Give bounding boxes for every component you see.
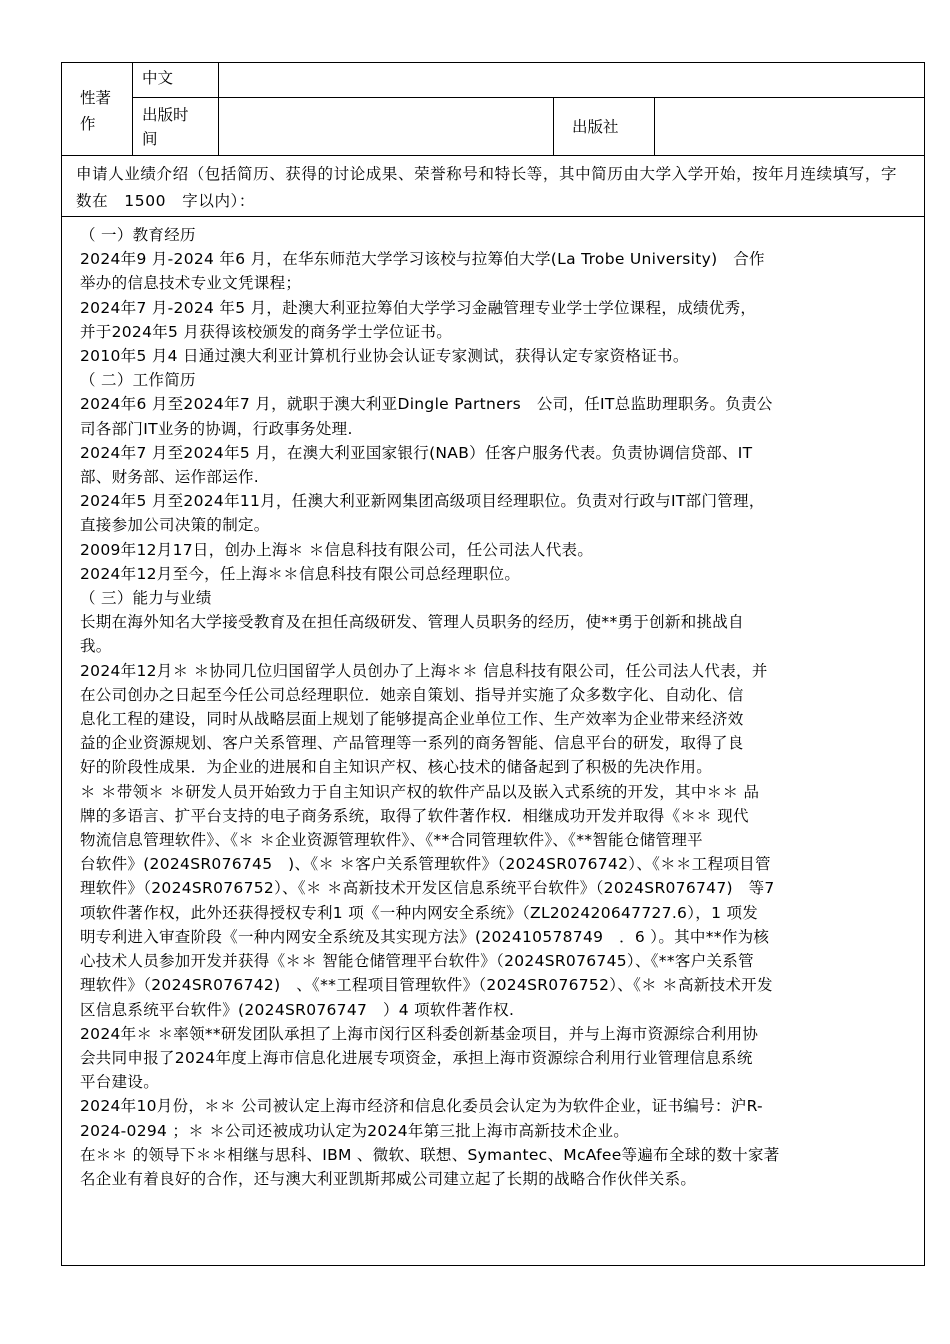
content-line: 台软件》(2024SR076745 )、《＊ ＊客户关系管理软件》（2024SR076742）、《＊＊工程项目管 bbox=[80, 855, 771, 874]
content-line: 2024年5 月至2024年11月，任澳大利亚新网集团高级项目经理职位。负责对行政与IT部门管理， bbox=[80, 492, 765, 511]
content-line: 平台建设。 bbox=[80, 1073, 160, 1092]
content-line: 2024年9 月-2024 年6 月，在华东师范大学学习该校与拉筹伯大学(La Trobe University) 合作 bbox=[80, 250, 765, 269]
content-line: 我。 bbox=[80, 637, 112, 656]
content-line: 2024年＊ ＊率领**研发团队承担了上海市闵行区科委创新基金项目，并与上海市资源综合利用协 bbox=[80, 1024, 759, 1043]
content-line: 息化工程的建设，同时从战略层面上规划了能够提高企业单位工作、生产效率为企业带来经济效 bbox=[80, 710, 744, 729]
content-line: （ 一）教育经历 bbox=[80, 226, 196, 244]
content-line: 部、财务部、运作部运作. bbox=[80, 468, 260, 487]
content-line: 在公司创办之日起至今任公司总经理职位．她亲自策划、指导并实施了众多数字化、自动化、信 bbox=[80, 685, 744, 704]
content-line: 2024年7 月至2024年5 月，在澳大利亚国家银行(NAB）任客户服务代表。负责协调信贷部、IT bbox=[80, 443, 753, 462]
content-line: 明专利进入审查阶段《一种内网安全系统及其实现方法》(202410578749 ．6 ）。其中**作为核 bbox=[80, 927, 770, 946]
content-line: 长期在海外知名大学接受教育及在担任高级研发、管理人员职务的经历，使**勇于创新和挑战自 bbox=[80, 613, 744, 632]
content-line: 举办的信息技术专业文凭课程； bbox=[80, 274, 302, 293]
content-line: 直接参加公司决策的制定。 bbox=[80, 516, 270, 535]
content-line: 益的企业资源规划、客户关系管理、产品管理等一系列的商务智能、信息平台的研发，取得了良 bbox=[80, 734, 744, 753]
content-line: 司各部门IT业务的协调，行政事务处理. bbox=[80, 419, 353, 438]
row-divider-2 bbox=[62, 155, 924, 156]
content-line: 区信息系统平台软件》(2024SR076747 ）4 项软件著作权. bbox=[80, 1000, 515, 1019]
content-line: 心技术人员参加开发并获得《＊＊ 智能仓储管理平台软件》（2024SR076745）、《**客户关系管 bbox=[80, 952, 754, 971]
instruction-text: 申请人业绩介绍（包括简历、获得的讨论成果、荣誉称号和特长等，其中简历由大学入学开始，按年月连续填写，字数在 1500 字以内）： bbox=[76, 165, 898, 210]
publish-date-field[interactable] bbox=[219, 98, 552, 154]
author-label: 性著 作 bbox=[80, 89, 112, 133]
content-line: 2024-0294 ；＊ ＊公司还被成功认定为2024年第三批上海市高新技术企业。 bbox=[80, 1121, 630, 1140]
content-line: 2024年7 月-2024 年5 月，赴澳大利亚拉筹伯大学学习金融管理专业学士学位课程，成绩优秀， bbox=[80, 298, 757, 317]
content-line: （ 二）工作简历 bbox=[80, 371, 196, 390]
content-line: 2024年10月份，＊＊ 公司被认定上海市经济和信息化委员会认定为为软件企业，证书编号：沪R- bbox=[80, 1097, 763, 1116]
content-line: ＊ ＊带领＊ ＊研发人员开始致力于自主知识产权的软件产品以及嵌入式系统的开发，其中＊＊ 品 bbox=[80, 782, 760, 801]
content-line: 2024年6 月至2024年7 月，就职于澳大利亚Dingle Partners 公司，任IT总监助理职务。负责公 bbox=[80, 395, 773, 414]
content-line: 理软件》（2024SR076752）、《＊ ＊高新技术开发区信息系统平台软件》（2024SR076747) 等7 bbox=[80, 879, 775, 898]
row-divider-3 bbox=[62, 216, 924, 217]
content-line: 牌的多语言、扩平台支持的电子商务系统，取得了软件著作权．相继成功开发并取得《＊＊ 现代 bbox=[80, 806, 749, 825]
content-line: 并于2024年5 月获得该校颁发的商务学士学位证书。 bbox=[80, 322, 453, 341]
content-line: 物流信息管理软件》、《＊ ＊企业资源管理软件》、《**合同管理软件》、《**智能仓储管理平 bbox=[80, 831, 703, 850]
content-line: （ 三）能力与业绩 bbox=[80, 589, 212, 608]
content-line: 2024年12月至今，任上海＊＊信息科技有限公司总经理职位。 bbox=[80, 564, 521, 583]
chinese-title-field[interactable] bbox=[219, 64, 923, 96]
publisher-label: 出版社 bbox=[572, 118, 619, 136]
content-line: 2009年12月17日，创办上海＊ ＊信息科技有限公司，任公司法人代表。 bbox=[80, 540, 594, 559]
application-form-table bbox=[61, 62, 925, 1266]
content-line: 在＊＊ 的领导下＊＊相继与思科、IBM 、微软、联想、Symantec、McAfee等遍布全球的数十家著 bbox=[80, 1145, 780, 1164]
content-line: 会共同申报了2024年度上海市信息化进展专项资金，承担上海市资源综合利用行业管理信息系统 bbox=[80, 1048, 753, 1067]
content-line: 名企业有着良好的合作，还与澳大利亚凯斯邦威公司建立起了长期的战略合作伙伴关系。 bbox=[80, 1169, 697, 1188]
content-line: 2010年5 月4 日通过澳大利亚计算机行业协会认证专家测试，获得认定专家资格证书。 bbox=[80, 347, 689, 366]
col-divider-3 bbox=[553, 97, 554, 155]
content-line: 好的阶段性成果．为企业的进展和自主知识产权、核心技术的储备起到了积极的先决作用。 bbox=[80, 758, 713, 777]
content-line: 2024年12月＊ ＊协同几位归国留学人员创办了上海＊＊ 信息科技有限公司，任公司法人代表，并 bbox=[80, 661, 768, 680]
content-line: 理软件》（2024SR076742) 、《**工程项目管理软件》（2024SR076752）、《＊ ＊高新技术开发 bbox=[80, 976, 773, 995]
content-line: 项软件著作权，此外还获得授权专利1 项《一种内网安全系统》（ZL202420647727.6），1 项发 bbox=[80, 903, 759, 922]
col-divider-1 bbox=[132, 63, 133, 155]
chinese-title-label: 中文 bbox=[142, 69, 174, 87]
achievements-content bbox=[80, 223, 914, 1191]
publish-date-label: 出版时 间 bbox=[142, 106, 189, 148]
publisher-field[interactable] bbox=[655, 98, 923, 154]
